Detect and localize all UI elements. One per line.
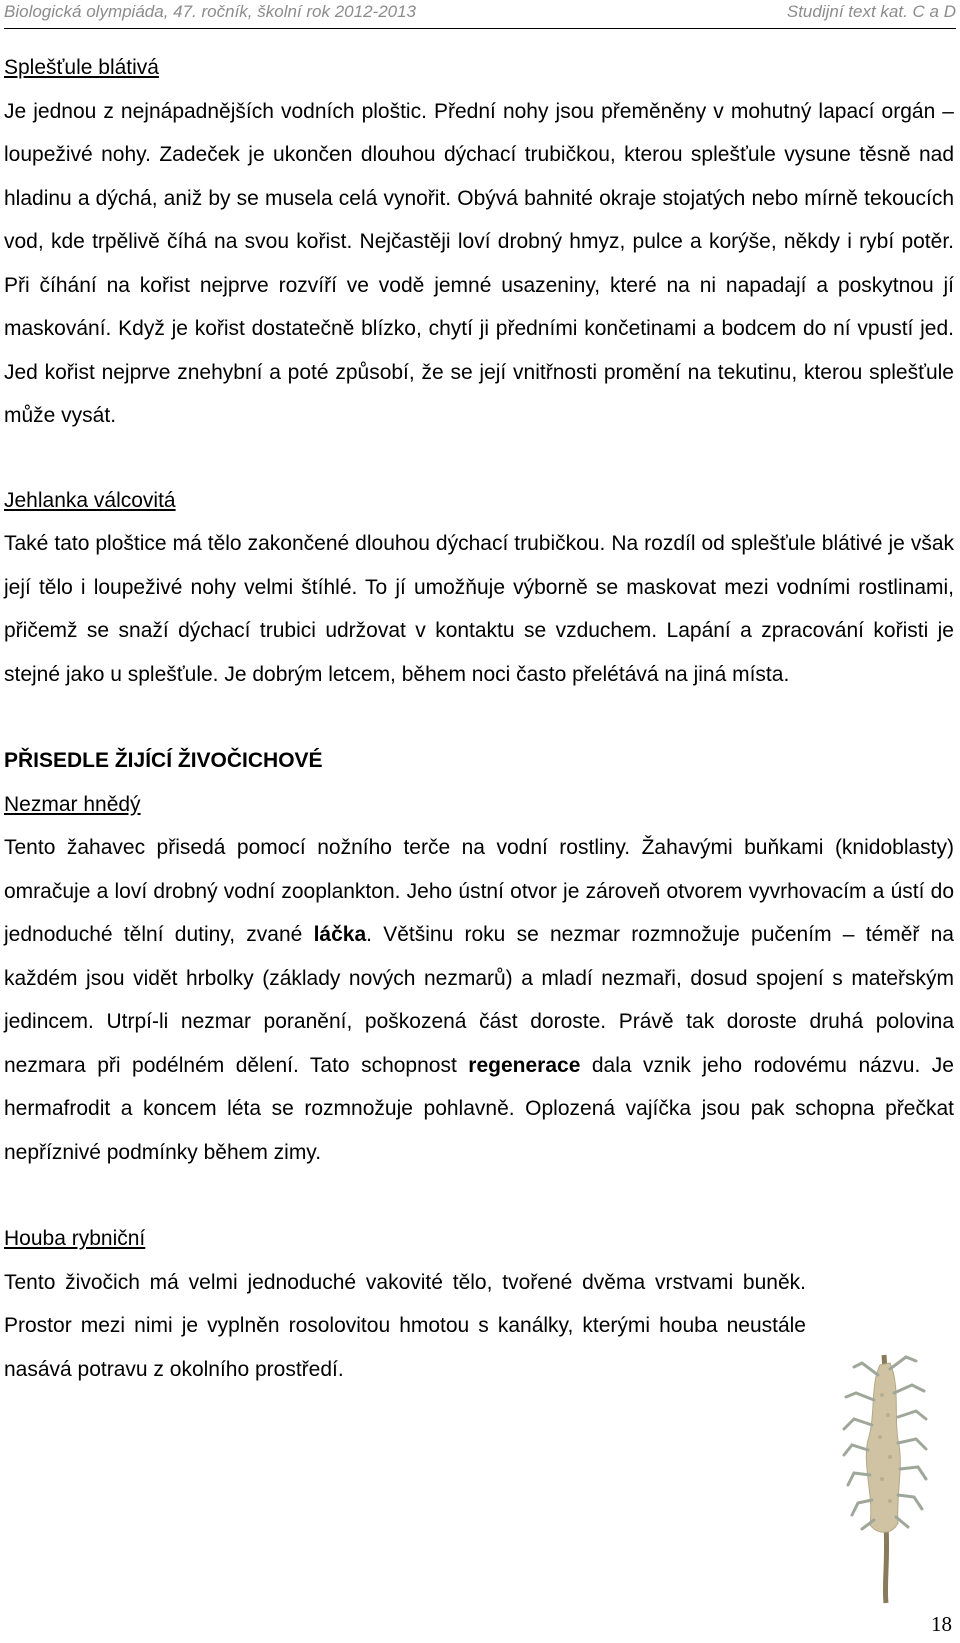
nezmar-text-part-3: dala vznik jeho rodovému názvu. Je hermafrodit a koncem léta se rozmnožuje pohlavně. Oplozená vajíčka jsou pak schopna přečkat nepříznivé podmínky během zimy. xyxy=(4,1053,954,1164)
spacer xyxy=(4,438,954,479)
section-title-splestule: Splešťule blátivá xyxy=(4,56,159,79)
section-title-houba: Houba rybniční xyxy=(4,1227,146,1250)
header-left-text: Biologická olympiáda, 47. ročník, školní rok 2012-2013 xyxy=(4,2,417,21)
document-body xyxy=(4,46,954,1391)
section-title-nezmar: Nezmar hnědý xyxy=(4,792,141,816)
paragraph-nezmar xyxy=(4,826,954,1174)
nezmar-text-part-2: . Většinu roku se nezmar rozmnožuje pučením – téměř na každém jsou vidět hrbolky (základy nových nezmarů) a mladí nezmaři, dosud spojení s mateřským jedincem. Utrpí-li nezmar poranění, poškozená část doroste. Právě tak doroste druhá polovina nezmara při podélném dělení. Tato schopnost xyxy=(4,923,954,1077)
spacer xyxy=(4,1174,954,1217)
spacer xyxy=(4,696,954,739)
sponge-illustration xyxy=(840,1345,930,1605)
paragraph-houba: Tento živočich má velmi jednoduché vakovité tělo, tvořené dvěma vrstvami buněk. Prostor mezi nimi je vyplněn rosolovitou hmotou s kanálky, kterými houba neustále nasává potravu z okolního prostředí. xyxy=(4,1270,806,1381)
paragraph-jehlanka: Také tato ploštice má tělo zakončené dlouhou dýchací trubičkou. Na rozdíl od splešťule blátivé je však její tělo i loupeživé nohy velmi štíhlé. To jí umožňuje výborně se maskovat mezi vodními rostlinami, přičemž se snaží dýchací trubici udržovat v kontaktu se vzduchem. Lapání a zpracování kořisti je stejné jako u splešťule. Je dobrým letcem, během noci často přelétává na jiná místa. xyxy=(4,532,954,686)
page-header xyxy=(4,0,956,29)
term-regenerace: regenerace xyxy=(468,1053,581,1077)
chapter-title-prisedle: PŘISEDLE ŽIJÍCÍ ŽIVOČICHOVÉ xyxy=(4,749,323,772)
nezmar-text-part-1: Tento žahavec přisedá pomocí nožního terče na vodní rostliny. Žahavými buňkami (knidoblasty) omračuje a loví drobný vodní zooplankton. Jeho ústní otvor je zároveň otvorem vyvrhovacím a ústí do jednoduché tělní dutiny, zvané xyxy=(4,836,954,946)
section-title-jehlanka: Jehlanka válcovitá xyxy=(4,488,176,512)
header-right-text: Studijní text kat. C a D xyxy=(786,2,956,21)
paragraph-splestule: Je jednou z nejnápadnějších vodních ploštic. Přední nohy jsou přeměněny v mohutný lapací orgán – loupeživé nohy. Zadeček je ukončen dlouhou dýchací trubičkou, kterou splešťule vysune těsně nad hladinu a dýchá, aniž by se musela celá vynořit. Obývá bahnité okraje stojatých nebo mírně tekoucích vod, kde trpělivě číhá na svou kořist. Nejčastěji loví drobný hmyz, pulce a korýše, někdy i rybí potěr. Při číhání na kořist nejprve rozvíří ve vodě jemné usazeniny, které na ni napadají a poskytnou jí maskování. Když je kořist dostatečně blízko, chytí ji předními končetinami a bodcem do ní vpustí jed. Jed kořist nejprve znehybní a poté způsobí, že se její vnitřnosti promění na tekutinu, kterou splešťule může vysát. xyxy=(4,99,954,427)
page-number: 18 xyxy=(931,1612,952,1636)
term-lacka: láčka xyxy=(313,923,367,946)
